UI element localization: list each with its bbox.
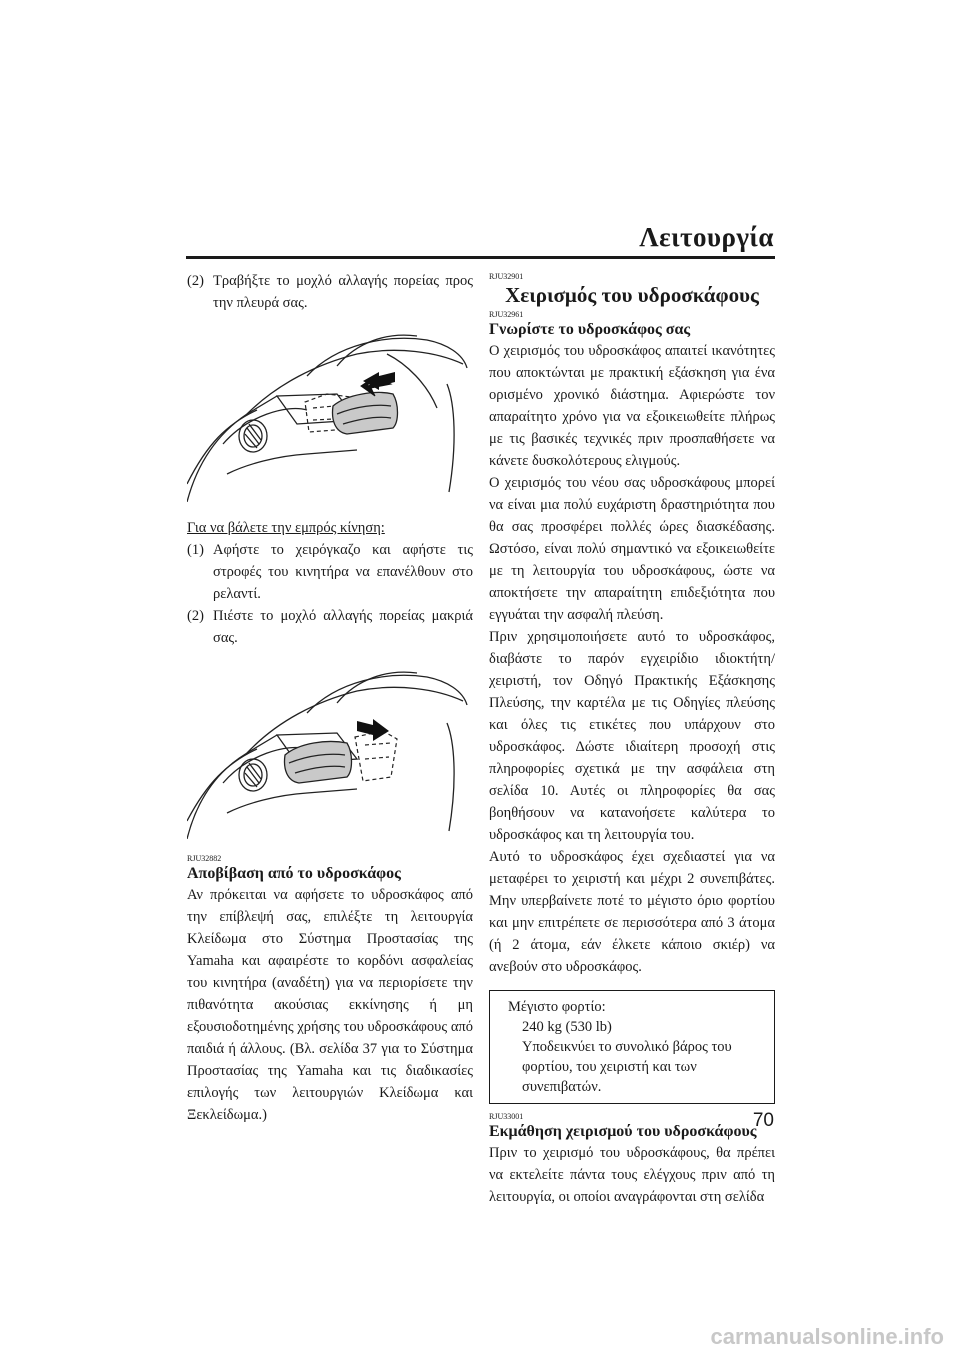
main-section-title: Χειρισμός του υδροσκάφους xyxy=(505,283,759,307)
paragraph-5: Πριν το χειρισμό του υδροσκάφους, θα πρέπει να εκτελείτε πάντα τους ελέγχους πριν από τη λειτουργία, οι οποίοι αναγράφονται στη σελίδα xyxy=(489,1145,775,1205)
illustration-forward xyxy=(187,659,473,839)
section-code: RJU32882 xyxy=(187,854,222,863)
reverse-step-2 xyxy=(187,270,473,314)
step-number: (2) xyxy=(187,608,204,624)
paragraph-2: Ο χειρισμός του νέου σας υδροσκάφους μπορεί να είναι μια πολύ ευχάριστη δραστηριότητα που θα σας προσφέρει πολλές ώρες διασκέδασης. Ωστόσο, είναι πολύ σημαντικό να εξοικειωθείτε με τη λειτουργία του υδροσκάφους, ώστε να αποκτήσετε την απαραίτητη επιδεξιότητα που εγγυάται την ασφαλή πλεύση. xyxy=(489,475,775,623)
main-section-code: RJU32901 xyxy=(489,272,524,281)
header-rule xyxy=(186,256,775,259)
figure-shift-lever-reverse xyxy=(187,324,473,509)
page-number: 70 xyxy=(752,1110,774,1131)
step-text: Τραβήξτε το μοχλό αλλαγής πορείας προς την πλευρά σας. xyxy=(213,273,473,311)
subsection-code: RJU32961 xyxy=(489,310,524,319)
disembark-paragraph: Αν πρόκειται να αφήσετε το υδροσκάφος από την επίβλεψή σας, επιλέξτε τη λειτουργία Κλείδωμα στο Σύστημα Προστασίας της Yamaha και αφαιρέστε το κορδόνι ασφαλείας του κινητήρα (αναδέτη) για να περιορίσετε την πιθανότητα ακούσιας εκκίνησης ή μη εξουσιοδοτημένης χρήσης του υδροσκάφους από παιδιά ή άλλους. (Βλ. σελίδα 37 για το Σύστημα Προστασίας της Yamaha και τις διαδικασίες επιλογής των λειτουργιών Κλείδωμα και Ξεκλείδωμα.) xyxy=(187,887,473,1123)
max-load-description: Υποδεικνύει το συνολικό βάρος του φορτίου, του χειριστή και των συνεπιβατών. xyxy=(522,1039,732,1095)
forward-step-1 xyxy=(187,539,473,605)
forward-heading: Για να βάλετε την εμπρός κίνηση: xyxy=(187,520,385,536)
subsection-code: RJU33001 xyxy=(489,1112,524,1121)
max-load-value: 240 kg (530 lb) xyxy=(522,1019,612,1035)
right-column xyxy=(489,270,775,1208)
max-load-box xyxy=(489,990,775,1104)
illustration-reverse xyxy=(187,324,473,502)
forward-step-2 xyxy=(187,605,473,649)
step-text: Πιέστε το μοχλό αλλαγής πορείας μακριά σας. xyxy=(213,608,473,646)
paragraph-4: Αυτό το υδροσκάφος έχει σχεδιαστεί για να μεταφέρει το χειριστή και μέχρι 2 συνεπιβάτες. Μην υπερβαίνετε ποτέ το μέγιστο όριο φορτίου και μην επιτρέπετε σε περισσότερα από 3 άτομα (ή 2 άτομα, εάν έλκετε κάποιο σκιέρ) να ανεβούν στο υδροσκάφος. xyxy=(489,849,775,975)
watermark: carmanualsonline.info xyxy=(710,1324,944,1349)
subsection-title-learning: Εκμάθηση χειρισμού του υδροσκάφους xyxy=(489,1123,757,1140)
max-load-label: Μέγιστο φορτίο: xyxy=(508,999,606,1015)
section-title-disembark: Αποβίβαση από το υδροσκάφος xyxy=(187,865,401,882)
step-text: Αφήστε το χειρόγκαζο και αφήστε τις στροφές του κινητήρα να επανέλθουν στο ρελαντί. xyxy=(213,542,473,602)
step-number: (1) xyxy=(187,542,204,558)
subsection-title-know-boat: Γνωρίστε το υδροσκάφος σας xyxy=(489,321,691,338)
paragraph-3: Πριν χρησιμοποιήσετε αυτό το υδροσκάφος, διαβάστε το παρόν εγχειρίδιο ιδιοκτήτη/χειριστή, τον Οδηγό Πρακτικής Εξάσκησης Πλεύσης, την καρτέλα με τις Οδηγίες πλεύσης και όλες τις ετικέτες που υπάρχουν στο υδροσκάφος. Δώστε ιδιαίτερη προσοχή στις πληροφορίες σχετικά με την ασφάλεια στη σελίδα 10. Αυτές οι πληροφορίες θα σας βοηθήσουν να κατανοήσετε καλύτερα το υδροσκάφος και τη λειτουργία του. xyxy=(489,629,775,843)
paragraph-1: Ο χειρισμός του υδροσκάφος απαιτεί ικανότητες που αποκτώνται με πρακτική εξάσκηση για ένα ορισμένο χρονικό διάστημα. Αφιερώστε τον απαραίτητο χρόνο για να εξοικειωθείτε πλήρως με τις βασικές τεχνικές πριν προσπαθήσετε να κάνετε δυσκολότερους ελιγμούς. xyxy=(489,343,775,469)
page-header-title: Λειτουργία xyxy=(639,222,774,252)
step-number: (2) xyxy=(187,273,204,289)
left-column xyxy=(187,270,473,1126)
figure-shift-lever-forward xyxy=(187,659,473,846)
